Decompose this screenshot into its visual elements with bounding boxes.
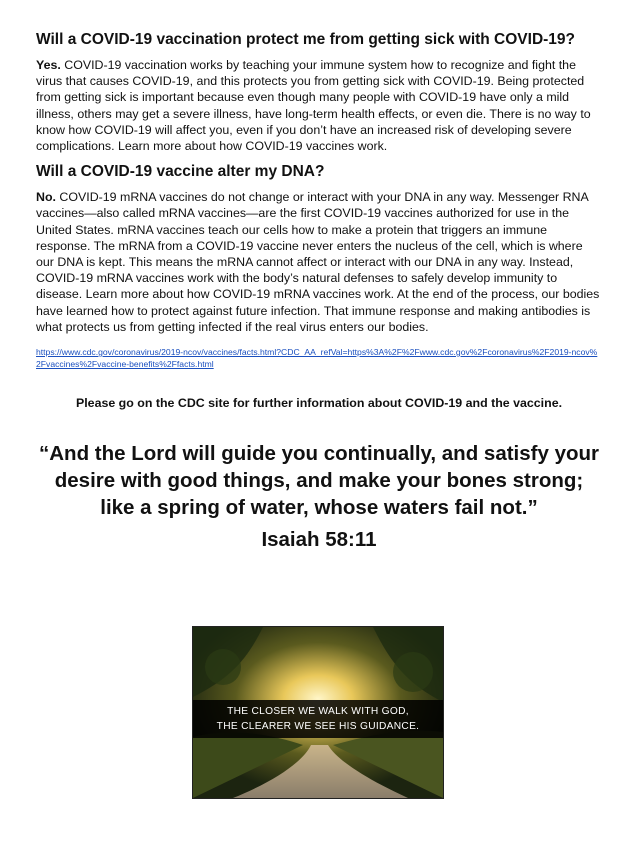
road-photo bbox=[192, 626, 444, 799]
document-page bbox=[36, 30, 602, 552]
section1-text: COVID-19 vaccination works by teaching your immune system how to recognize and fight the virus that causes COVID-19, and this protects you from getting sick with COVID-19. Being protected from getting sick is important because even though many people with COVID-19 have only a mild illness, others may get a severe illness, have long-term health effects, or even die. There is no way to know how COVID-19 will affect you, even if you don’t have an increased risk of developing severe complications. Learn more about how COVID-19 vaccines work. bbox=[36, 58, 591, 154]
photo-caption-line1: THE CLOSER WE WALK WITH GOD, bbox=[227, 706, 409, 717]
cdc-source-link[interactable]: https://www.cdc.gov/coronavirus/2019-ncov/vaccines/facts.html?CDC_AA_refVal=https%3A%2F%2Fwww.cdc.gov%2Fcoronavirus%2F2019-ncov%2Fvaccines%2Fvaccine-benefits%2Ffacts.html bbox=[36, 347, 598, 369]
section2-lead: No. bbox=[36, 190, 56, 205]
photo-caption-line2: THE CLEARER WE SEE HIS GUIDANCE. bbox=[216, 721, 420, 732]
scripture-reference: Isaiah 58:11 bbox=[261, 528, 377, 552]
section2-heading: Will a COVID-19 vaccine alter my DNA? bbox=[36, 163, 325, 181]
section2-text: COVID-19 mRNA vaccines do not change or interact with your DNA in any way. Messenger RNA vaccines—also called mRNA vaccines—are the first COVID-19 vaccines authorized for use in the United States. mRNA vaccines teach our cells how to make a protein that triggers an immune response. The mRNA from a COVID-19 vaccine never enters the nucleus of the cell, which is where our DNA is kept. This means the mRNA cannot affect or interact with our DNA in any way. Instead, COVID-19 mRNA vaccines work with the body’s natural defenses to safely develop immunity to disease. Learn more about how COVID-19 mRNA vaccines work. At the end of the process, our bodies have learned how to protect against future infection. That immune response and making antibodies is what protects us from getting infected if the real virus enters our bodies. bbox=[36, 190, 600, 334]
section1-heading: Will a COVID-19 vaccination protect me from getting sick with COVID-19? bbox=[36, 31, 576, 48]
section1-paragraph bbox=[36, 57, 602, 154]
scripture-quote: “And the Lord will guide you continually, and satisfy your desire with good things, and make your bones strong; like a spring of water, whose waters fail not.” bbox=[39, 442, 599, 520]
section1-lead: Yes. bbox=[36, 58, 61, 72]
photo-caption-banner bbox=[193, 700, 443, 738]
cdc-notice: Please go on the CDC site for further information about COVID-19 and the vaccine. bbox=[75, 396, 563, 411]
section2-paragraph bbox=[36, 189, 602, 335]
